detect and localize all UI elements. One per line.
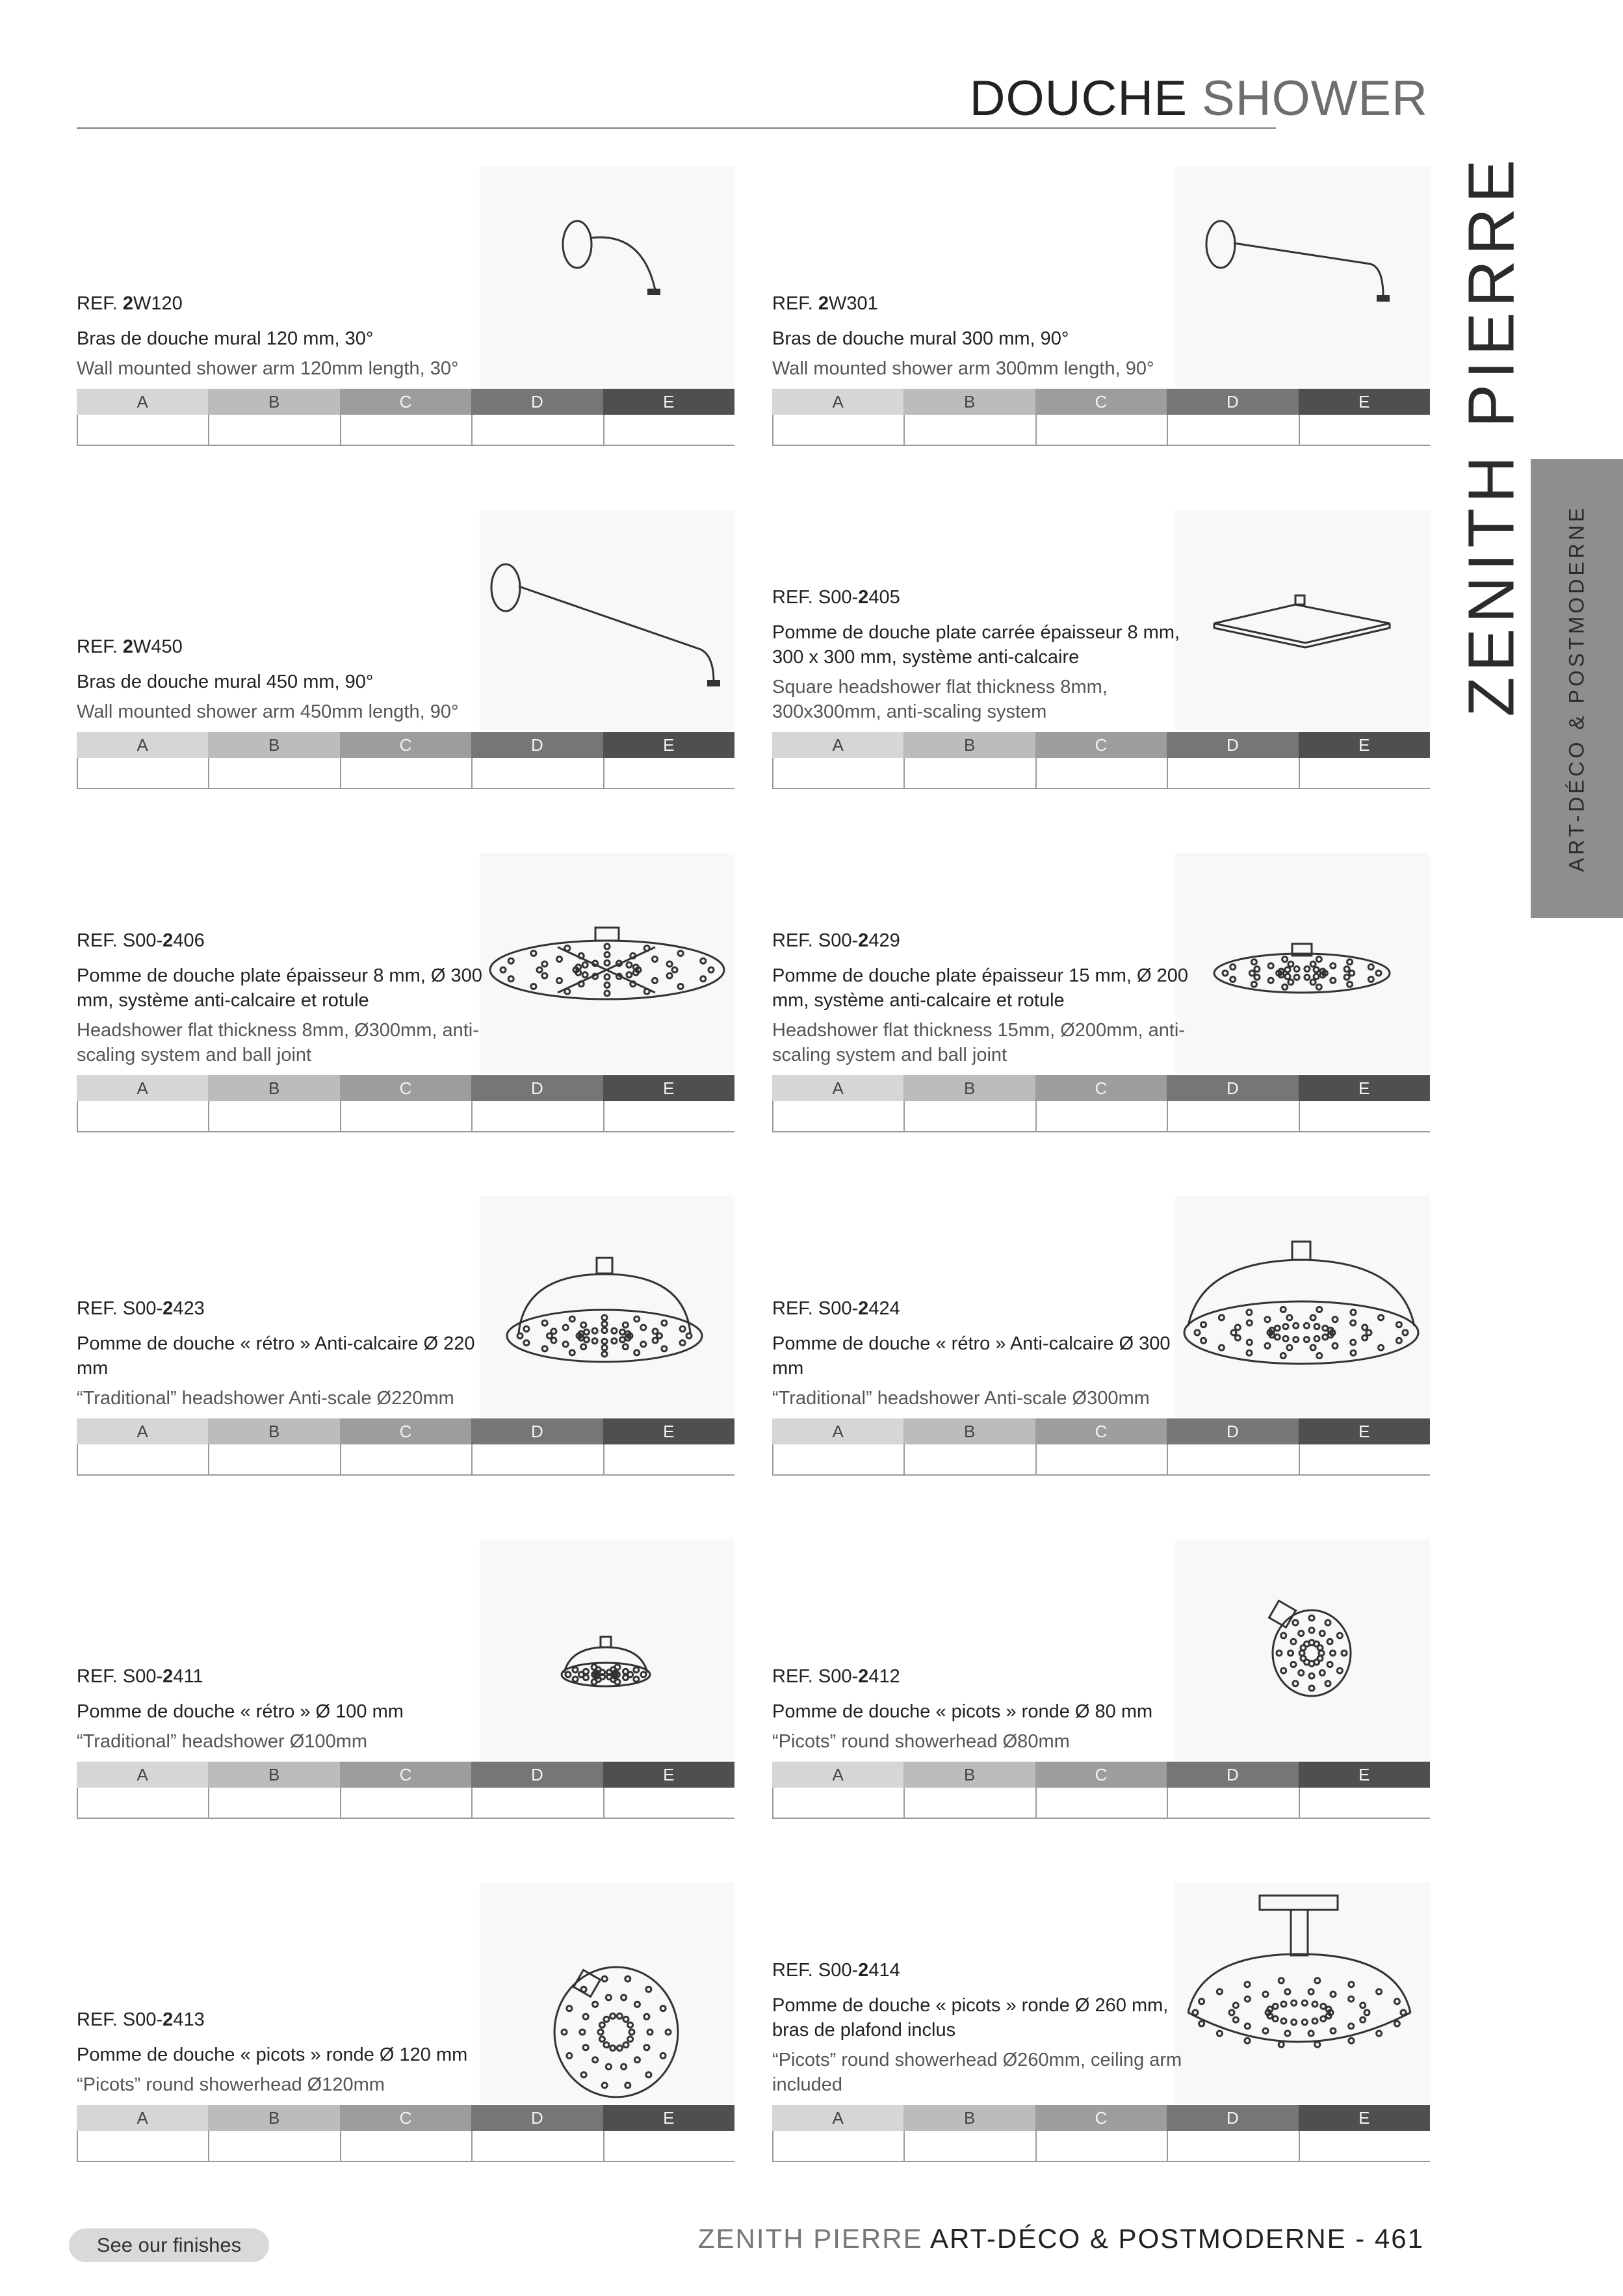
finish-cell — [473, 1101, 604, 1132]
product-image — [1175, 166, 1430, 387]
product-description-en: “Traditional” headshower Anti-scale Ø220mm — [77, 1388, 454, 1409]
finish-option-c[interactable]: C — [340, 732, 471, 758]
finish-header-row — [772, 1075, 1430, 1101]
finish-table — [77, 389, 734, 446]
product-image — [480, 166, 734, 387]
product-ref-bold: 2 — [858, 1960, 869, 1981]
finish-option-e[interactable]: E — [603, 732, 734, 758]
finish-header-row — [77, 732, 734, 758]
product-ref — [77, 1666, 493, 1688]
product-ref-suffix: 406 — [173, 930, 205, 951]
shower-arm-long-icon — [480, 510, 734, 731]
page-title — [970, 70, 1428, 127]
finish-option-c[interactable]: C — [1035, 1075, 1167, 1101]
retro-headshower-icon — [480, 1196, 734, 1417]
product-ref-bold: 2 — [162, 2009, 174, 2030]
finish-option-b[interactable]: B — [208, 2105, 339, 2131]
product-ref-bold: 2 — [858, 930, 869, 951]
finish-option-a[interactable]: A — [772, 732, 903, 758]
product-description-en: “Traditional” headshower Ø100mm — [77, 1731, 368, 1752]
picots-showerhead-ceiling-icon — [1175, 1883, 1430, 2104]
product-ref — [772, 1298, 1188, 1320]
page-title-fr: DOUCHE — [969, 71, 1188, 126]
finish-option-c[interactable]: C — [1035, 389, 1167, 415]
finish-cell — [905, 1101, 1036, 1132]
finish-table — [77, 1418, 734, 1476]
finish-option-a[interactable]: A — [77, 1418, 208, 1444]
product-image — [480, 1196, 734, 1417]
product-card — [77, 1539, 734, 1838]
product-description-en: Headshower flat thickness 8mm, Ø300mm, anti-scaling system and ball joint — [77, 1020, 479, 1065]
finish-cell — [473, 415, 604, 446]
finish-option-d[interactable]: D — [1167, 389, 1298, 415]
finish-option-a[interactable]: A — [77, 732, 208, 758]
finish-cell — [905, 415, 1036, 446]
finish-cell — [1300, 1101, 1430, 1132]
finish-option-d[interactable]: D — [1167, 2105, 1298, 2131]
finish-cell — [341, 415, 473, 446]
page-title-en: SHOWER — [1202, 71, 1428, 126]
finish-table — [772, 389, 1430, 446]
finish-cell — [209, 1788, 341, 1819]
finish-cell — [773, 415, 905, 446]
finish-cell — [773, 1788, 905, 1819]
finish-option-d[interactable]: D — [1167, 732, 1298, 758]
product-description-fr: Bras de douche mural 300 mm, 90° — [772, 328, 1069, 349]
finish-option-c[interactable]: C — [1035, 732, 1167, 758]
finish-option-d[interactable]: D — [1167, 1418, 1298, 1444]
product-ref-bold: 2 — [162, 930, 174, 951]
product-ref-suffix: 413 — [173, 2009, 205, 2030]
finish-cell — [1037, 415, 1168, 446]
finish-cell — [1037, 1444, 1168, 1476]
product-card — [77, 1883, 734, 2182]
finish-table — [772, 1762, 1430, 1819]
product-ref-prefix: REF. — [77, 636, 123, 657]
product-info — [772, 293, 1188, 381]
product-card — [77, 166, 734, 465]
finish-header-row — [772, 389, 1430, 415]
header-divider — [77, 127, 1276, 129]
picots-showerhead-icon — [480, 1883, 734, 2104]
product-ref-bold: 2 — [818, 293, 829, 314]
product-ref-suffix: W120 — [133, 293, 183, 314]
finish-option-a[interactable]: A — [77, 389, 208, 415]
product-ref-suffix: 414 — [868, 1960, 900, 1981]
finish-cell — [905, 2131, 1036, 2162]
finish-table — [77, 732, 734, 789]
retro-headshower-large-icon — [1175, 1196, 1430, 1417]
finish-cell — [78, 1444, 209, 1476]
finish-option-e[interactable]: E — [1299, 389, 1430, 415]
finish-body-row — [77, 415, 734, 446]
product-info — [772, 1960, 1188, 2097]
product-description-en: Wall mounted shower arm 300mm length, 90° — [772, 358, 1154, 379]
product-description-fr: Pomme de douche « picots » ronde Ø 260 mm, bras de plafond inclus — [772, 1995, 1169, 2041]
finish-table — [77, 1075, 734, 1132]
product-description-en: Wall mounted shower arm 120mm length, 30° — [77, 358, 459, 379]
product-description-fr: Pomme de douche « picots » ronde Ø 80 mm — [772, 1701, 1153, 1722]
product-info — [772, 930, 1188, 1067]
finish-cell — [209, 1444, 341, 1476]
finish-cell — [1300, 2131, 1430, 2162]
finish-option-e[interactable]: E — [603, 1418, 734, 1444]
product-ref-suffix: 424 — [868, 1298, 900, 1319]
finish-option-a[interactable]: A — [772, 1762, 903, 1788]
brand-logo-vertical — [1453, 156, 1531, 715]
finish-header-row — [77, 2105, 734, 2131]
finish-option-b[interactable]: B — [903, 389, 1035, 415]
round-flat-headshower-large-icon — [480, 853, 734, 1074]
finish-cell — [473, 1788, 604, 1819]
finish-cell — [78, 2131, 209, 2162]
finish-cell — [341, 1101, 473, 1132]
finish-cell — [905, 1444, 1036, 1476]
finish-body-row — [77, 1444, 734, 1476]
page-footer — [698, 2223, 1424, 2254]
finish-cell — [604, 758, 734, 789]
finish-header-row — [77, 1418, 734, 1444]
finish-table — [77, 2105, 734, 2162]
product-info — [772, 1666, 1188, 1754]
finish-header-row — [772, 732, 1430, 758]
finish-option-e[interactable]: E — [603, 2105, 734, 2131]
product-description-fr: Pomme de douche « picots » ronde Ø 120 mm — [77, 2044, 468, 2065]
finish-option-b[interactable]: B — [903, 1418, 1035, 1444]
product-ref-prefix: REF. S00- — [772, 1960, 859, 1981]
finish-option-d[interactable]: D — [471, 1418, 603, 1444]
product-ref — [77, 293, 493, 315]
product-description-en: “Picots” round showerhead Ø120mm — [77, 2074, 385, 2095]
finish-header-row — [772, 1762, 1430, 1788]
finish-option-d[interactable]: D — [471, 1762, 603, 1788]
finish-option-a[interactable]: A — [77, 1075, 208, 1101]
finish-option-e[interactable]: E — [1299, 1762, 1430, 1788]
product-card — [77, 510, 734, 809]
product-card — [772, 1196, 1430, 1495]
product-ref — [77, 636, 493, 658]
finish-option-d[interactable]: D — [471, 389, 603, 415]
finish-option-c[interactable]: C — [340, 389, 471, 415]
finish-option-d[interactable]: D — [471, 732, 603, 758]
picots-showerhead-small-icon — [1175, 1539, 1430, 1760]
finish-option-a[interactable]: A — [77, 1762, 208, 1788]
product-info — [77, 1666, 493, 1754]
finish-cell — [905, 1788, 1036, 1819]
finish-option-a[interactable]: A — [772, 389, 903, 415]
finish-header-row — [772, 2105, 1430, 2131]
finish-cell — [1168, 1444, 1299, 1476]
finish-cell — [341, 1788, 473, 1819]
finish-cell — [604, 1788, 734, 1819]
product-ref-bold: 2 — [162, 1666, 174, 1687]
finish-cell — [209, 415, 341, 446]
finish-body-row — [772, 2131, 1430, 2162]
finish-body-row — [77, 1101, 734, 1132]
product-description-fr: Pomme de douche « rétro » Ø 100 mm — [77, 1701, 404, 1722]
finish-cell — [773, 1101, 905, 1132]
finish-cell — [1300, 415, 1430, 446]
product-image — [480, 1539, 734, 1760]
finish-option-e[interactable]: E — [1299, 1075, 1430, 1101]
product-description-en: Wall mounted shower arm 450mm length, 90° — [77, 701, 459, 722]
finish-option-b[interactable]: B — [208, 1418, 339, 1444]
finish-cell — [78, 1101, 209, 1132]
product-ref-prefix: REF. S00- — [77, 930, 163, 951]
round-flat-headshower-small-icon — [1175, 853, 1430, 1074]
finish-cell — [473, 2131, 604, 2162]
finish-option-c[interactable]: C — [340, 1762, 471, 1788]
product-description-fr: Pomme de douche plate carrée épaisseur 8 mm, 300 x 300 mm, système anti-calcaire — [772, 622, 1180, 668]
product-description-fr: Pomme de douche « rétro » Anti-calcaire Ø 220 mm — [77, 1333, 475, 1379]
product-info — [77, 930, 493, 1067]
finish-option-b[interactable]: B — [208, 732, 339, 758]
shower-arm-short-icon — [480, 166, 734, 387]
finish-option-a[interactable]: A — [772, 1075, 903, 1101]
finish-cell — [1168, 1101, 1299, 1132]
finish-option-e[interactable]: E — [1299, 732, 1430, 758]
product-info — [77, 293, 493, 381]
finish-cell — [473, 758, 604, 789]
finish-cell — [773, 2131, 905, 2162]
product-card — [772, 1539, 1430, 1838]
finish-body-row — [772, 1101, 1430, 1132]
finish-body-row — [772, 415, 1430, 446]
shower-arm-medium-icon — [1175, 166, 1430, 387]
finish-cell — [78, 415, 209, 446]
product-ref-suffix: 429 — [868, 930, 900, 951]
product-ref — [772, 930, 1188, 952]
product-card — [772, 1883, 1430, 2182]
product-ref — [77, 1298, 493, 1320]
product-ref — [77, 2009, 493, 2031]
finish-body-row — [772, 1788, 1430, 1819]
product-ref-suffix: 423 — [173, 1298, 205, 1319]
finish-cell — [209, 2131, 341, 2162]
product-card — [772, 510, 1430, 809]
finish-cell — [1168, 1788, 1299, 1819]
finish-option-b[interactable]: B — [903, 1075, 1035, 1101]
finish-option-d[interactable]: D — [1167, 1762, 1298, 1788]
finish-cell — [905, 758, 1036, 789]
product-image — [1175, 1196, 1430, 1417]
finish-header-row — [77, 389, 734, 415]
finish-option-d[interactable]: D — [1167, 1075, 1298, 1101]
footer-brand: ZENITH PIERRE — [697, 2223, 923, 2254]
finish-cell — [341, 758, 473, 789]
product-card — [772, 166, 1430, 465]
product-description-fr: Bras de douche mural 120 mm, 30° — [77, 328, 374, 349]
finish-cell — [1168, 2131, 1299, 2162]
product-image — [1175, 1539, 1430, 1760]
finish-body-row — [77, 2131, 734, 2162]
finish-option-c[interactable]: C — [1035, 1418, 1167, 1444]
product-card — [772, 853, 1430, 1152]
finish-cell — [1037, 758, 1168, 789]
finish-option-c[interactable]: C — [1035, 1762, 1167, 1788]
finish-cell — [1300, 1788, 1430, 1819]
finish-body-row — [77, 758, 734, 789]
product-description-fr: Pomme de douche « rétro » Anti-calcaire Ø 300 mm — [772, 1333, 1171, 1379]
product-card — [77, 853, 734, 1152]
product-ref-prefix: REF. S00- — [772, 1298, 859, 1319]
finish-cell — [604, 415, 734, 446]
product-ref-bold: 2 — [858, 1666, 869, 1687]
product-ref-suffix: 412 — [868, 1666, 900, 1687]
finish-table — [772, 732, 1430, 789]
product-description-en: Square headshower flat thickness 8mm, 300x300mm, anti-scaling system — [772, 677, 1108, 722]
product-ref-bold: 2 — [858, 1298, 869, 1319]
finish-cell — [1037, 2131, 1168, 2162]
finish-cell — [341, 2131, 473, 2162]
product-description-en: “Traditional” headshower Anti-scale Ø300mm — [772, 1388, 1150, 1409]
finish-body-row — [772, 1444, 1430, 1476]
finish-option-e[interactable]: E — [1299, 2105, 1430, 2131]
product-ref — [772, 587, 1188, 608]
finish-cell — [1037, 1788, 1168, 1819]
product-info — [772, 1298, 1188, 1411]
product-ref-bold: 2 — [858, 587, 869, 608]
product-ref — [77, 930, 493, 952]
product-ref-suffix: W450 — [133, 636, 183, 657]
product-description-fr: Bras de douche mural 450 mm, 90° — [77, 672, 374, 692]
product-description-en: “Picots” round showerhead Ø260mm, ceiling arm included — [772, 2050, 1182, 2095]
finish-header-row — [77, 1762, 734, 1788]
finish-cell — [341, 1444, 473, 1476]
finish-option-c[interactable]: C — [1035, 2105, 1167, 2131]
finish-cell — [78, 758, 209, 789]
finish-body-row — [77, 1788, 734, 1819]
finish-cell — [1168, 415, 1299, 446]
finish-cell — [209, 758, 341, 789]
product-image — [1175, 510, 1430, 731]
finish-option-e[interactable]: E — [603, 1075, 734, 1101]
product-ref-prefix: REF. S00- — [772, 930, 859, 951]
finish-option-b[interactable]: B — [208, 1075, 339, 1101]
finish-option-c[interactable]: C — [340, 1075, 471, 1101]
finish-cell — [1168, 758, 1299, 789]
retro-headshower-small-icon — [480, 1539, 734, 1760]
see-finishes-button[interactable]: See our finishes — [69, 2228, 269, 2262]
product-ref-prefix: REF. S00- — [77, 1298, 163, 1319]
finish-table — [77, 1762, 734, 1819]
finish-option-e[interactable]: E — [1299, 1418, 1430, 1444]
finish-header-row — [77, 1075, 734, 1101]
product-ref-suffix: 405 — [868, 587, 900, 608]
product-description-fr: Pomme de douche plate épaisseur 15 mm, Ø 200 mm, système anti-calcaire et rotule — [772, 965, 1188, 1011]
finish-option-b[interactable]: B — [208, 389, 339, 415]
finish-option-b[interactable]: B — [903, 2105, 1035, 2131]
product-image — [480, 510, 734, 731]
product-image — [1175, 1883, 1430, 2104]
finish-table — [772, 1418, 1430, 1476]
collection-side-tab[interactable] — [1531, 459, 1623, 918]
finish-cell — [1300, 758, 1430, 789]
finish-body-row — [772, 758, 1430, 789]
product-info — [77, 636, 493, 724]
product-ref-prefix: REF. S00- — [77, 1666, 163, 1687]
product-ref-prefix: REF. — [77, 293, 123, 314]
product-ref-prefix: REF. S00- — [77, 2009, 163, 2030]
product-ref — [772, 1960, 1188, 1981]
finish-header-row — [772, 1418, 1430, 1444]
finish-table — [772, 1075, 1430, 1132]
finish-option-e[interactable]: E — [603, 389, 734, 415]
finish-cell — [604, 1444, 734, 1476]
product-ref-prefix: REF. — [772, 293, 818, 314]
product-ref-bold: 2 — [162, 1298, 174, 1319]
finish-option-d[interactable]: D — [471, 1075, 603, 1101]
product-ref-suffix: W301 — [829, 293, 878, 314]
brand-name: ZENITH PIERRE — [1455, 154, 1528, 717]
finish-table — [772, 2105, 1430, 2162]
product-ref — [772, 1666, 1188, 1688]
finish-option-a[interactable]: A — [77, 2105, 208, 2131]
finish-option-d[interactable]: D — [471, 2105, 603, 2131]
finish-option-a[interactable]: A — [772, 1418, 903, 1444]
square-headshower-icon — [1175, 510, 1430, 731]
finish-cell — [773, 758, 905, 789]
product-description-fr: Pomme de douche plate épaisseur 8 mm, Ø 300 mm, système anti-calcaire et rotule — [77, 965, 482, 1011]
finish-cell — [773, 1444, 905, 1476]
product-ref-suffix: 411 — [173, 1666, 203, 1687]
product-info — [77, 2009, 493, 2097]
product-image — [480, 853, 734, 1074]
product-ref-bold: 2 — [122, 293, 134, 314]
product-info — [77, 1298, 493, 1411]
finish-cell — [1037, 1101, 1168, 1132]
finish-cell — [78, 1788, 209, 1819]
finish-option-b[interactable]: B — [208, 1762, 339, 1788]
finish-option-b[interactable]: B — [903, 1762, 1035, 1788]
finish-option-a[interactable]: A — [772, 2105, 903, 2131]
product-image — [1175, 853, 1430, 1074]
finish-cell — [604, 2131, 734, 2162]
collection-side-tab-label: ART-DÉCO & POSTMODERNE — [1565, 504, 1589, 872]
finish-option-c[interactable]: C — [340, 1418, 471, 1444]
product-description-en: Headshower flat thickness 15mm, Ø200mm, anti-scaling system and ball joint — [772, 1020, 1186, 1065]
product-ref-prefix: REF. S00- — [772, 587, 859, 608]
product-info — [772, 587, 1188, 724]
product-image — [480, 1883, 734, 2104]
product-ref-prefix: REF. S00- — [772, 1666, 859, 1687]
finish-option-c[interactable]: C — [340, 2105, 471, 2131]
finish-cell — [604, 1101, 734, 1132]
finish-cell — [209, 1101, 341, 1132]
product-card — [77, 1196, 734, 1495]
finish-cell — [1300, 1444, 1430, 1476]
finish-cell — [473, 1444, 604, 1476]
product-ref-bold: 2 — [122, 636, 134, 657]
product-description-en: “Picots” round showerhead Ø80mm — [772, 1731, 1070, 1752]
finish-option-e[interactable]: E — [603, 1762, 734, 1788]
footer-collection-page: ART-DÉCO & POSTMODERNE - 461 — [929, 2223, 1424, 2254]
finish-option-b[interactable]: B — [903, 732, 1035, 758]
product-ref — [772, 293, 1188, 315]
